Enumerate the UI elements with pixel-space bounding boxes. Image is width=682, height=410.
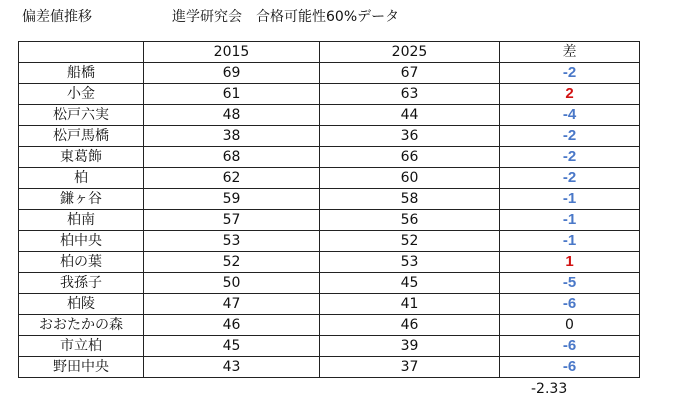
- table-row: [19, 294, 640, 315]
- school-cell[interactable]: 柏の葉: [19, 252, 144, 273]
- diff-cell[interactable]: [500, 168, 640, 189]
- school-cell[interactable]: 野田中央: [19, 357, 144, 378]
- school-cell[interactable]: 柏中央: [19, 231, 144, 252]
- diff-cell[interactable]: [500, 252, 640, 273]
- value-2015-cell[interactable]: 45: [144, 336, 320, 357]
- header-cell-2015[interactable]: 2015: [144, 42, 320, 63]
- value-2025-cell[interactable]: 39: [320, 336, 500, 357]
- diff-value: -1: [562, 211, 577, 228]
- data-source-title: 進学研究会 合格可能性60%データ: [172, 9, 400, 25]
- value-2015-cell[interactable]: 59: [144, 189, 320, 210]
- diff-value: -6: [562, 337, 577, 354]
- value-2015-cell[interactable]: 50: [144, 273, 320, 294]
- value-2025-cell[interactable]: 37: [320, 357, 500, 378]
- table-row: [19, 231, 640, 252]
- school-cell[interactable]: 柏陵: [19, 294, 144, 315]
- table-row: [19, 315, 640, 336]
- diff-cell[interactable]: [500, 231, 640, 252]
- diff-value: -6: [562, 295, 577, 312]
- value-2015-cell[interactable]: 46: [144, 315, 320, 336]
- table-row: [19, 105, 640, 126]
- value-2015-cell[interactable]: 53: [144, 231, 320, 252]
- diff-value: -6: [562, 358, 577, 375]
- header-cell-school[interactable]: [19, 42, 144, 63]
- value-2025-cell[interactable]: 63: [320, 84, 500, 105]
- value-2015-cell[interactable]: 68: [144, 147, 320, 168]
- value-2025-cell[interactable]: 56: [320, 210, 500, 231]
- diff-cell[interactable]: [500, 63, 640, 84]
- diff-cell[interactable]: [500, 105, 640, 126]
- deviation-table: [18, 41, 640, 378]
- value-2025-cell[interactable]: 41: [320, 294, 500, 315]
- diff-cell[interactable]: [500, 84, 640, 105]
- diff-cell[interactable]: [500, 210, 640, 231]
- value-2025-cell[interactable]: 53: [320, 252, 500, 273]
- header-cell-2025[interactable]: 2025: [320, 42, 500, 63]
- value-2015-cell[interactable]: 62: [144, 168, 320, 189]
- diff-value: -1: [562, 232, 577, 249]
- school-cell[interactable]: 松戸馬橋: [19, 126, 144, 147]
- value-2015-cell[interactable]: 57: [144, 210, 320, 231]
- value-2015-cell[interactable]: 61: [144, 84, 320, 105]
- diff-cell[interactable]: [500, 315, 640, 336]
- value-2025-cell[interactable]: 44: [320, 105, 500, 126]
- header-cell-diff[interactable]: 差: [500, 42, 640, 63]
- diff-cell[interactable]: [500, 126, 640, 147]
- school-cell[interactable]: 小金: [19, 84, 144, 105]
- school-cell[interactable]: 柏南: [19, 210, 144, 231]
- value-2015-cell[interactable]: 47: [144, 294, 320, 315]
- diff-value: -2: [562, 169, 577, 186]
- school-cell[interactable]: 柏: [19, 168, 144, 189]
- diff-value: 1: [565, 253, 574, 270]
- table-row: [19, 189, 640, 210]
- value-2015-cell[interactable]: 38: [144, 126, 320, 147]
- diff-value: -2: [562, 64, 577, 81]
- diff-cell[interactable]: [500, 189, 640, 210]
- diff-value: -2: [562, 148, 577, 165]
- header-row: [19, 42, 640, 63]
- value-2015-cell[interactable]: 52: [144, 252, 320, 273]
- diff-cell[interactable]: [500, 357, 640, 378]
- diff-value: -4: [562, 106, 577, 123]
- table-row: [19, 357, 640, 378]
- school-cell[interactable]: おおたかの森: [19, 315, 144, 336]
- value-2015-cell[interactable]: 69: [144, 63, 320, 84]
- diff-value: 0: [565, 316, 574, 333]
- table-row: [19, 252, 640, 273]
- school-cell[interactable]: 東葛飾: [19, 147, 144, 168]
- school-cell[interactable]: 我孫子: [19, 273, 144, 294]
- diff-cell[interactable]: [500, 294, 640, 315]
- diff-cell[interactable]: [500, 147, 640, 168]
- value-2015-cell[interactable]: 48: [144, 105, 320, 126]
- table-row: [19, 336, 640, 357]
- table-row: [19, 273, 640, 294]
- diff-value: -5: [562, 274, 577, 291]
- diff-value: 2: [565, 85, 574, 102]
- sheet-title: 偏差値推移: [22, 9, 92, 25]
- diff-value: -2: [562, 127, 577, 144]
- value-2015-cell[interactable]: 43: [144, 357, 320, 378]
- diff-cell[interactable]: [500, 336, 640, 357]
- diff-cell[interactable]: [500, 273, 640, 294]
- school-cell[interactable]: 松戸六実: [19, 105, 144, 126]
- table-row: [19, 210, 640, 231]
- value-2025-cell[interactable]: 60: [320, 168, 500, 189]
- table-row: [19, 147, 640, 168]
- school-cell[interactable]: 船橋: [19, 63, 144, 84]
- table-row: [19, 126, 640, 147]
- value-2025-cell[interactable]: 46: [320, 315, 500, 336]
- school-cell[interactable]: 鎌ヶ谷: [19, 189, 144, 210]
- value-2025-cell[interactable]: 52: [320, 231, 500, 252]
- table-row: [19, 84, 640, 105]
- value-2025-cell[interactable]: 45: [320, 273, 500, 294]
- school-cell[interactable]: 市立柏: [19, 336, 144, 357]
- value-2025-cell[interactable]: 66: [320, 147, 500, 168]
- value-2025-cell[interactable]: 67: [320, 63, 500, 84]
- diff-value: -1: [562, 190, 577, 207]
- value-2025-cell[interactable]: 58: [320, 189, 500, 210]
- table-row: [19, 63, 640, 84]
- value-2025-cell[interactable]: 36: [320, 126, 500, 147]
- average-diff: -2.33: [531, 381, 568, 397]
- table-row: [19, 168, 640, 189]
